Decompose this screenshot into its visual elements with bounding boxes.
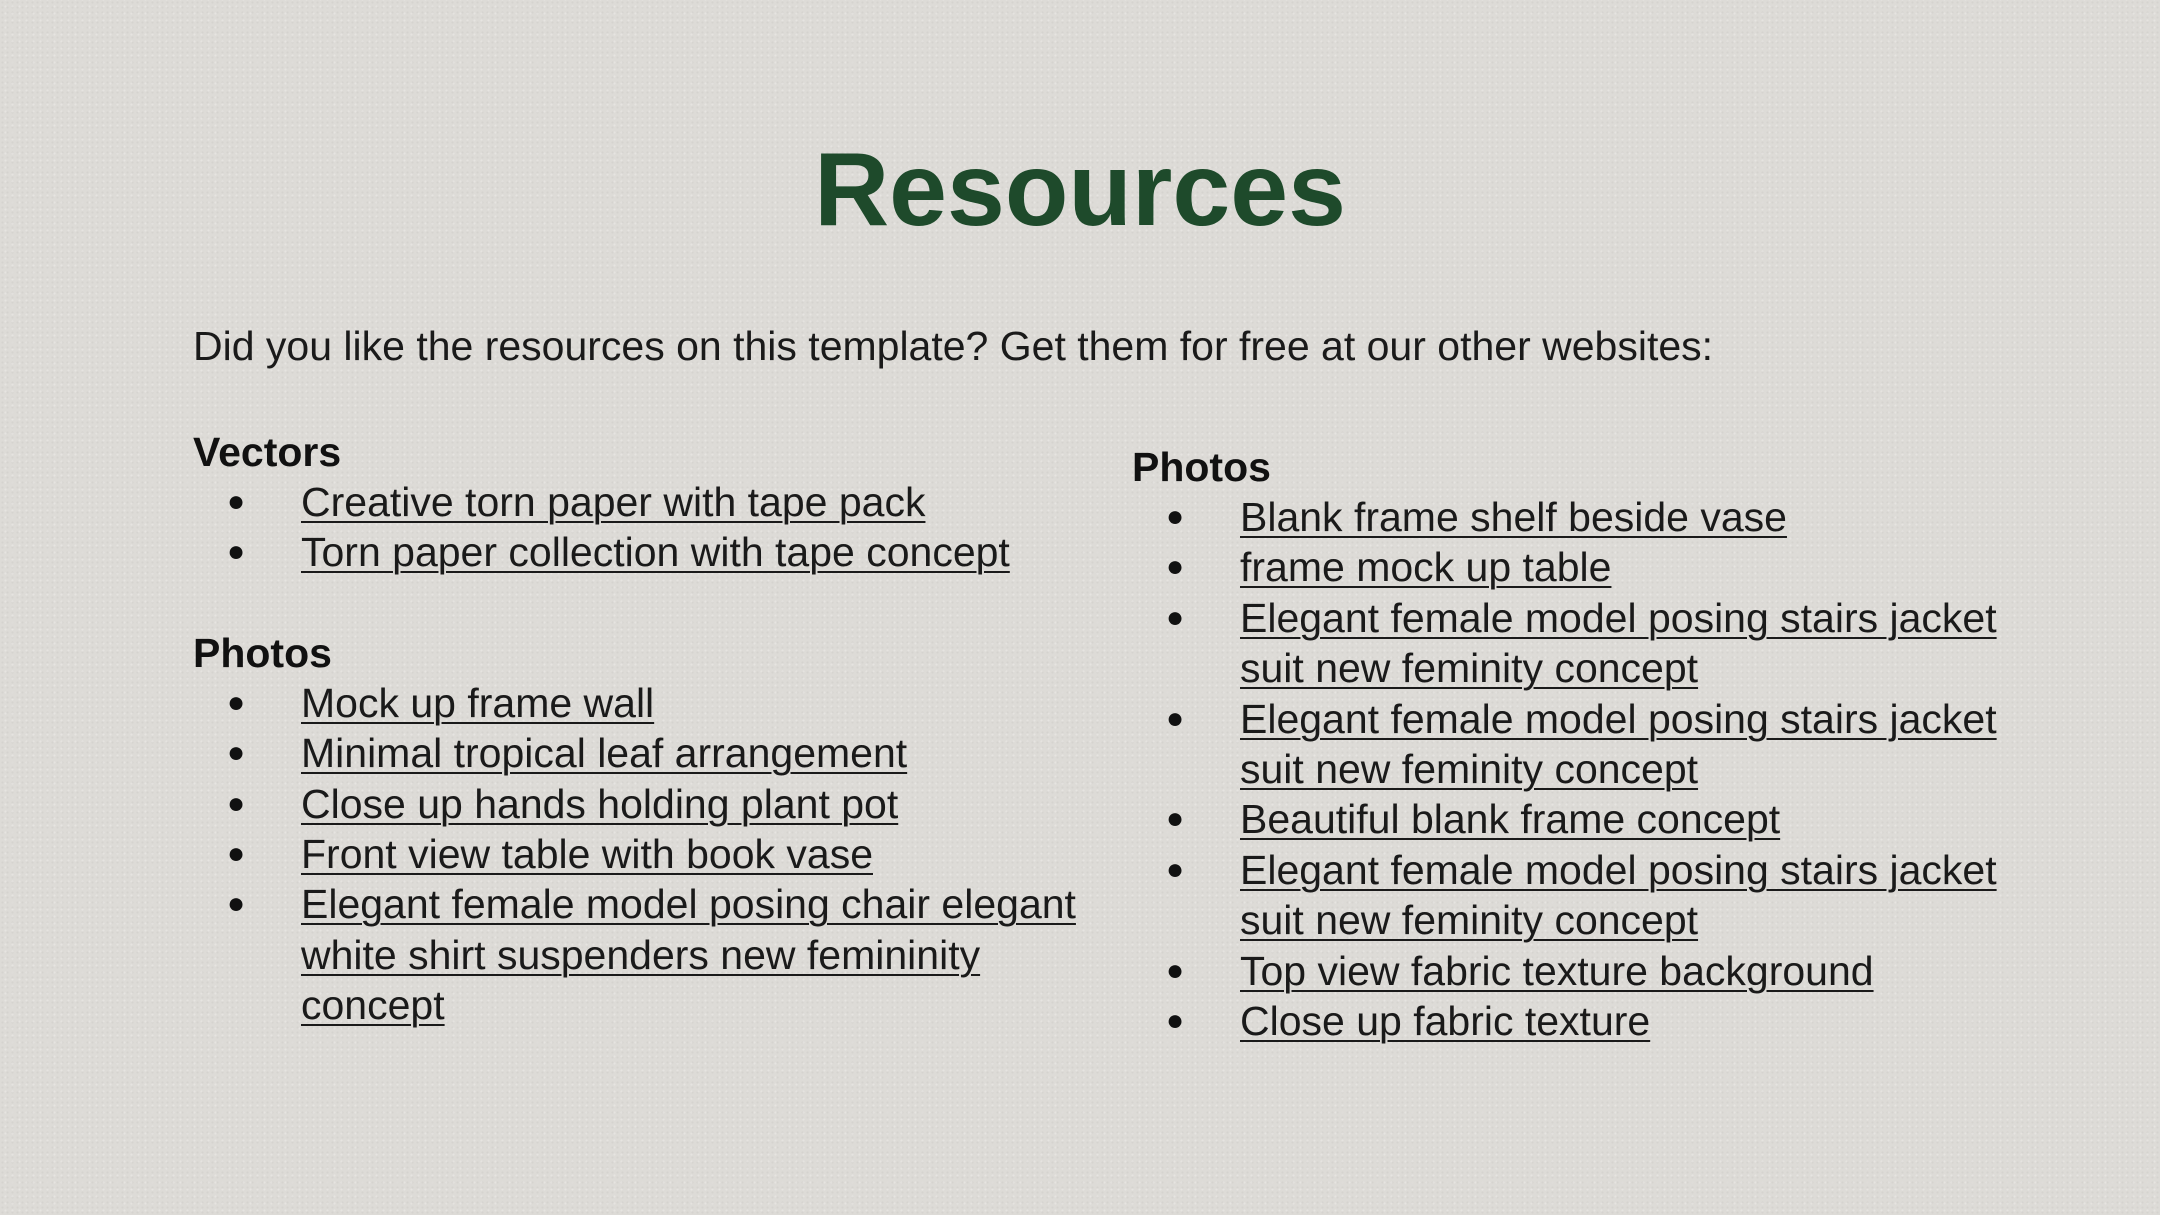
list-item (1132, 542, 2052, 592)
list-item (193, 527, 1113, 577)
bullet-icon: ● (227, 736, 246, 770)
resource-link[interactable]: Elegant female model posing stairs jacket suit new feminity concept (1240, 594, 1997, 692)
left-photos-list (193, 678, 1113, 1031)
vectors-list (193, 477, 1113, 578)
list-item (193, 728, 1113, 778)
list-item (1132, 946, 2052, 996)
right-column (1132, 442, 2052, 1096)
vectors-section (193, 427, 1113, 578)
bullet-icon: ● (227, 685, 246, 719)
bullet-icon: ● (227, 837, 246, 871)
list-item (1132, 794, 2052, 844)
list-item (193, 879, 1113, 1030)
bullet-icon: ● (227, 887, 246, 921)
left-photos-heading: Photos (193, 629, 332, 676)
bullet-icon: ● (227, 485, 246, 518)
bullet-icon: ● (1166, 802, 1185, 836)
resource-link[interactable]: Blank frame shelf beside vase (1240, 494, 1787, 540)
resource-link[interactable]: Creative torn paper with tape pack (301, 479, 926, 525)
bullet-icon: ● (1166, 500, 1185, 533)
resource-link[interactable]: Beautiful blank frame concept (1240, 796, 1781, 843)
bullet-icon: ● (227, 786, 246, 820)
right-photos-list (1132, 492, 2052, 1046)
list-item (193, 678, 1113, 728)
bullet-icon: ● (1166, 852, 1185, 886)
intro-text: Did you like the resources on this template? Get them for free at our other websites: (193, 323, 1714, 369)
list-item (1132, 593, 2052, 694)
resource-link[interactable]: Front view table with book vase (301, 831, 873, 878)
list-item (193, 779, 1113, 829)
bullet-icon: ● (1166, 550, 1185, 584)
left-column (193, 427, 1113, 1081)
resource-link[interactable]: Close up hands holding plant pot (301, 780, 899, 827)
list-item (1132, 996, 2052, 1046)
bullet-icon: ● (1166, 953, 1185, 987)
resource-link[interactable]: Elegant female model posing chair elegant white shirt suspenders new femininity concept (301, 881, 1076, 1029)
bullet-icon: ● (1166, 1004, 1185, 1038)
right-photos-heading: Photos (1132, 444, 1271, 490)
left-photos-section (193, 628, 1113, 1031)
resource-link[interactable]: Close up fabric texture (1240, 998, 1651, 1045)
right-photos-section (1132, 442, 2052, 1046)
slide-title: Resources (814, 132, 1346, 248)
resource-link[interactable]: Mock up frame wall (301, 679, 655, 726)
resource-link[interactable]: Elegant female model posing stairs jacket suit new feminity concept (1240, 695, 1997, 793)
bullet-icon: ● (1166, 701, 1185, 735)
list-item (193, 477, 1113, 527)
bullet-icon: ● (1166, 600, 1185, 634)
vectors-heading: Vectors (193, 429, 342, 475)
list-item (193, 829, 1113, 879)
list-item (1132, 845, 2052, 946)
resource-link[interactable]: frame mock up table (1240, 544, 1612, 591)
list-item (1132, 492, 2052, 542)
resource-link[interactable]: Top view fabric texture background (1240, 947, 1874, 994)
resource-link[interactable]: Minimal tropical leaf arrangement (301, 730, 908, 777)
resource-link[interactable]: Torn paper collection with tape concept (301, 529, 1010, 576)
list-item (1132, 694, 2052, 795)
resource-link[interactable]: Elegant female model posing stairs jacket suit new feminity concept (1240, 846, 1997, 944)
bullet-icon: ● (227, 535, 246, 569)
